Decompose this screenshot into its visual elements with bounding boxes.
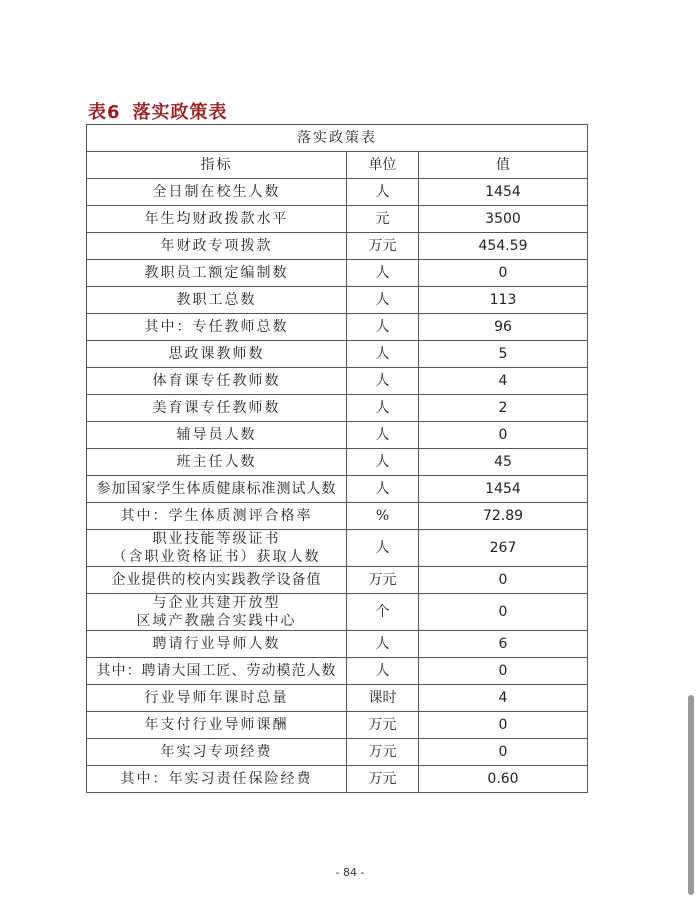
- unit-cell: 人: [347, 395, 419, 422]
- indicator-line: （含职业资格证书）获取人数: [112, 549, 321, 565]
- scrollbar[interactable]: [688, 695, 694, 895]
- table-row: [87, 476, 588, 503]
- table-header-row: [87, 152, 588, 179]
- table-caption: 落实政策表: [87, 125, 588, 152]
- unit-cell: 人: [347, 422, 419, 449]
- unit-cell: 人: [347, 368, 419, 395]
- indicator-cell: 年实习专项经费: [87, 739, 347, 766]
- value-cell: 113: [419, 287, 588, 314]
- unit-cell: 人: [347, 631, 419, 658]
- header-indicator: 指标: [87, 152, 347, 179]
- value-cell: 454.59: [419, 233, 588, 260]
- unit-cell: 人: [347, 260, 419, 287]
- table-heading: [88, 98, 228, 124]
- value-cell: 6: [419, 631, 588, 658]
- table-row: [87, 179, 588, 206]
- unit-cell: 人: [347, 179, 419, 206]
- unit-cell: 万元: [347, 567, 419, 594]
- unit-cell: 人: [347, 314, 419, 341]
- indicator-cell: 其中：专任教师总数: [87, 314, 347, 341]
- value-cell: 4: [419, 368, 588, 395]
- indicator-cell: 聘请行业导师人数: [87, 631, 347, 658]
- table-row: [87, 594, 588, 631]
- indicator-cell: [87, 594, 347, 631]
- table-title: 落实政策表: [132, 102, 228, 123]
- value-cell: 5: [419, 341, 588, 368]
- table-caption-row: [87, 125, 588, 152]
- unit-cell: %: [347, 503, 419, 530]
- value-cell: 1454: [419, 179, 588, 206]
- table-row: [87, 449, 588, 476]
- indicator-cell: 辅导员人数: [87, 422, 347, 449]
- indicator-cell: 其中：学生体质测评合格率: [87, 503, 347, 530]
- indicator-line: 区域产教融合实践中心: [136, 613, 297, 629]
- table-row: [87, 766, 588, 793]
- unit-cell: 人: [347, 449, 419, 476]
- value-cell: 72.89: [419, 503, 588, 530]
- value-cell: 45: [419, 449, 588, 476]
- value-cell: 3500: [419, 206, 588, 233]
- indicator-cell: 参加国家学生体质健康标准测试人数: [87, 476, 347, 503]
- value-cell: 0.60: [419, 766, 588, 793]
- unit-cell: 个: [347, 594, 419, 631]
- value-cell: 0: [419, 739, 588, 766]
- indicator-cell: 思政课教师数: [87, 341, 347, 368]
- indicator-cell: 企业提供的校内实践教学设备值: [87, 567, 347, 594]
- table-row: [87, 422, 588, 449]
- value-cell: 0: [419, 594, 588, 631]
- unit-cell: 万元: [347, 233, 419, 260]
- table-row: [87, 287, 588, 314]
- indicator-cell: 教职员工额定编制数: [87, 260, 347, 287]
- value-cell: 0: [419, 712, 588, 739]
- indicator-line: 与企业共建开放型: [152, 595, 281, 611]
- value-cell: 0: [419, 422, 588, 449]
- indicator-cell: [87, 530, 347, 567]
- table-row: [87, 395, 588, 422]
- table-row: [87, 206, 588, 233]
- indicator-cell: 班主任人数: [87, 449, 347, 476]
- unit-cell: 人: [347, 476, 419, 503]
- value-cell: 96: [419, 314, 588, 341]
- unit-cell: 元: [347, 206, 419, 233]
- value-cell: 0: [419, 260, 588, 287]
- table-row: [87, 567, 588, 594]
- value-cell: 267: [419, 530, 588, 567]
- value-cell: 0: [419, 567, 588, 594]
- indicator-cell: 年生均财政拨款水平: [87, 206, 347, 233]
- unit-cell: 人: [347, 658, 419, 685]
- table-row: [87, 260, 588, 287]
- value-cell: 1454: [419, 476, 588, 503]
- table-number: 表6: [88, 102, 121, 123]
- unit-cell: 万元: [347, 739, 419, 766]
- table-row: [87, 739, 588, 766]
- indicator-cell: 其中：聘请大国工匠、劳动模范人数: [87, 658, 347, 685]
- indicator-cell: 年财政专项拨款: [87, 233, 347, 260]
- unit-cell: 课时: [347, 685, 419, 712]
- policy-table: [86, 124, 588, 793]
- value-cell: 0: [419, 658, 588, 685]
- header-value: 值: [419, 152, 588, 179]
- unit-cell: 人: [347, 341, 419, 368]
- indicator-cell: 其中：年实习责任保险经费: [87, 766, 347, 793]
- table-row: [87, 233, 588, 260]
- value-cell: 4: [419, 685, 588, 712]
- table-row: [87, 658, 588, 685]
- table-row: [87, 503, 588, 530]
- table-row: [87, 712, 588, 739]
- indicator-cell: 美育课专任教师数: [87, 395, 347, 422]
- table-row: [87, 341, 588, 368]
- unit-cell: 人: [347, 287, 419, 314]
- table-row: [87, 314, 588, 341]
- indicator-cell: 体育课专任教师数: [87, 368, 347, 395]
- value-cell: 2: [419, 395, 588, 422]
- page-number: - 84 -: [335, 866, 365, 879]
- table-row: [87, 631, 588, 658]
- unit-cell: 人: [347, 530, 419, 567]
- unit-cell: 万元: [347, 712, 419, 739]
- indicator-cell: 全日制在校生人数: [87, 179, 347, 206]
- indicator-cell: 教职工总数: [87, 287, 347, 314]
- indicator-cell: 年支付行业导师课酬: [87, 712, 347, 739]
- unit-cell: 万元: [347, 766, 419, 793]
- header-unit: 单位: [347, 152, 419, 179]
- indicator-cell: 行业导师年课时总量: [87, 685, 347, 712]
- table-row: [87, 530, 588, 567]
- indicator-line: 职业技能等级证书: [152, 531, 281, 547]
- table-row: [87, 368, 588, 395]
- table-row: [87, 685, 588, 712]
